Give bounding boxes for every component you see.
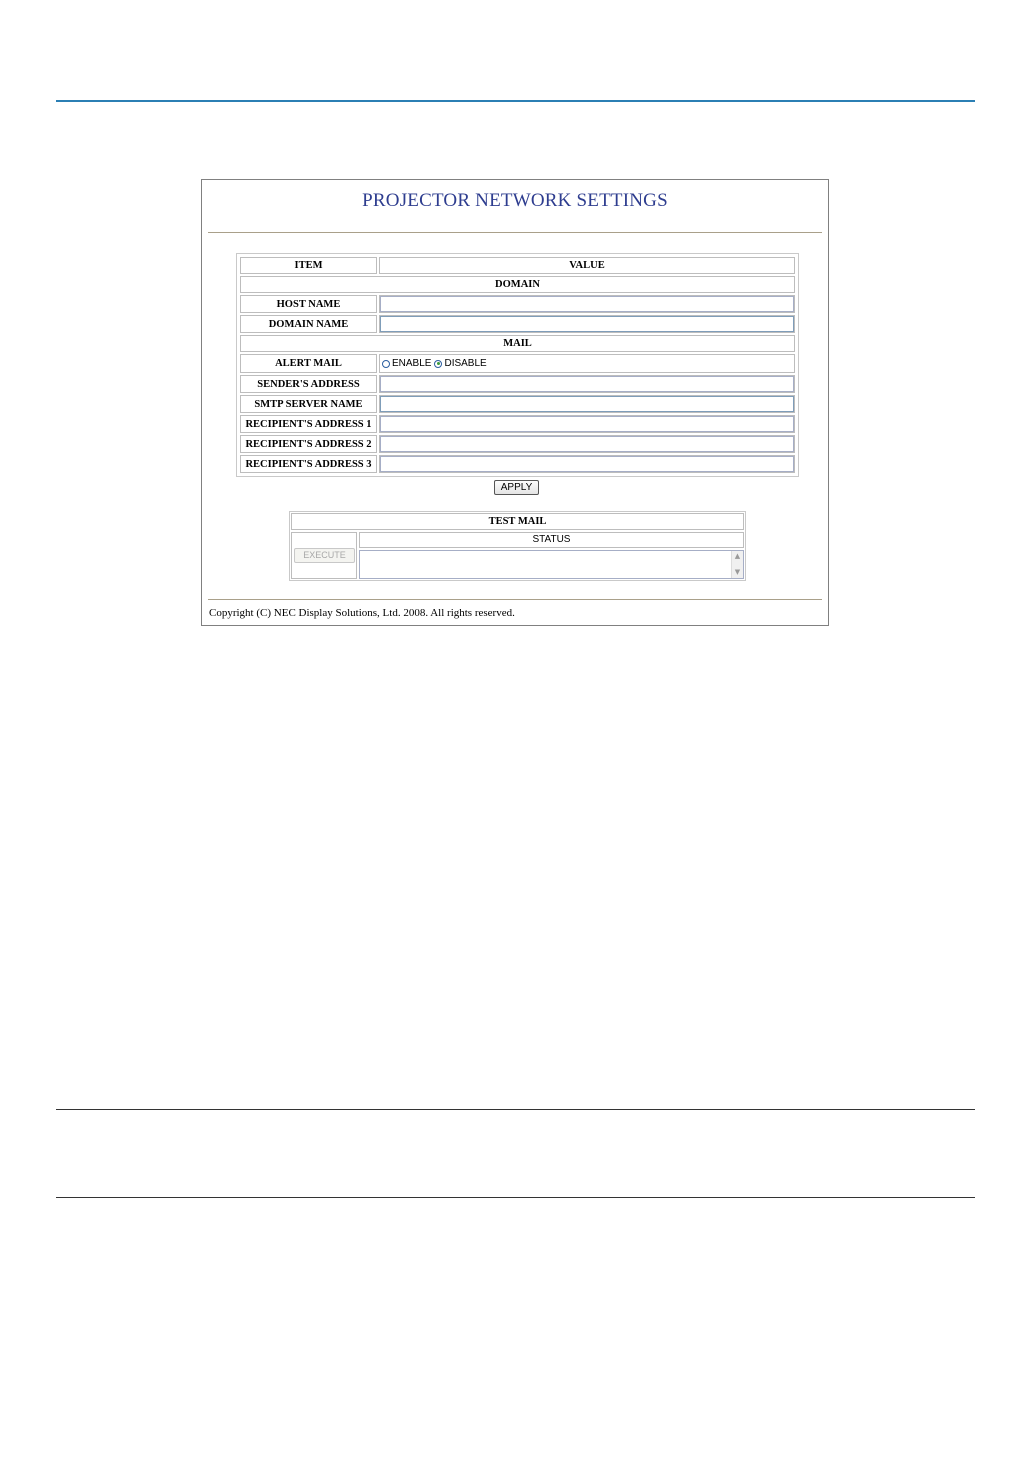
section-row-domain: [240, 276, 795, 293]
header-rule: [56, 100, 975, 102]
alert-mail-label: ALERT MAIL: [240, 354, 377, 373]
recipient-address-3-cell: [379, 455, 795, 473]
table-row: [240, 395, 795, 413]
table-row: [240, 375, 795, 393]
domain-name-label: DOMAIN NAME: [240, 315, 377, 333]
alert-mail-disable-label[interactable]: DISABLE: [444, 358, 487, 369]
domain-name-input[interactable]: [380, 316, 794, 332]
column-header-value: VALUE: [379, 257, 795, 274]
smtp-server-input[interactable]: [380, 396, 794, 412]
page-title: PROJECTOR NETWORK SETTINGS: [362, 190, 668, 211]
recipient-address-3-input[interactable]: [380, 456, 794, 472]
copyright-text: Copyright (C) NEC Display Solutions, Ltd. 2008. All rights reserved.: [209, 607, 515, 619]
alert-mail-disable-radio[interactable]: [434, 360, 442, 368]
table-row: [240, 295, 795, 313]
status-textarea[interactable]: [359, 550, 744, 579]
table-row: [240, 415, 795, 433]
table-row: [240, 435, 795, 453]
section-rule: [56, 1109, 975, 1110]
chevron-down-icon[interactable]: ▼: [734, 568, 741, 576]
table-row: [240, 315, 795, 333]
sender-address-label: SENDER'S ADDRESS: [240, 375, 377, 393]
test-mail-panel: [289, 511, 746, 581]
smtp-server-cell: [379, 395, 795, 413]
settings-table: [238, 255, 797, 475]
footer-divider: [208, 599, 822, 600]
sender-address-input[interactable]: [380, 376, 794, 392]
title-divider: [208, 232, 822, 233]
recipient-address-1-cell: [379, 415, 795, 433]
execute-button[interactable]: EXECUTE: [294, 548, 355, 563]
execute-cell: [291, 532, 357, 579]
alert-mail-enable-label[interactable]: ENABLE: [392, 358, 432, 369]
recipient-address-1-label: RECIPIENT'S ADDRESS 1: [240, 415, 377, 433]
settings-table-wrap: [236, 253, 799, 477]
browser-page-frame: [201, 179, 829, 626]
table-header-row: [240, 257, 795, 274]
host-name-input[interactable]: [380, 296, 794, 312]
section-rule: [56, 1197, 975, 1198]
domain-name-cell: [379, 315, 795, 333]
table-row: [240, 354, 795, 373]
section-header-mail: MAIL: [240, 335, 795, 352]
table-row: [240, 455, 795, 473]
column-header-item: ITEM: [240, 257, 377, 274]
recipient-address-1-input[interactable]: [380, 416, 794, 432]
recipient-address-3-label: RECIPIENT'S ADDRESS 3: [240, 455, 377, 473]
sender-address-cell: [379, 375, 795, 393]
recipient-address-2-label: RECIPIENT'S ADDRESS 2: [240, 435, 377, 453]
apply-button[interactable]: APPLY: [494, 480, 539, 495]
chevron-up-icon[interactable]: ▲: [734, 552, 741, 560]
host-name-cell: [379, 295, 795, 313]
recipient-address-2-input[interactable]: [380, 436, 794, 452]
section-header-domain: DOMAIN: [240, 276, 795, 293]
status-label: STATUS: [359, 532, 744, 548]
alert-mail-enable-radio[interactable]: [382, 360, 390, 368]
host-name-label: HOST NAME: [240, 295, 377, 313]
smtp-server-label: SMTP SERVER NAME: [240, 395, 377, 413]
section-row-mail: [240, 335, 795, 352]
recipient-address-2-cell: [379, 435, 795, 453]
test-mail-title: TEST MAIL: [291, 513, 744, 530]
alert-mail-cell: [379, 354, 795, 373]
alert-mail-radio-group: [380, 355, 794, 372]
status-scrollbar[interactable]: [731, 551, 743, 578]
